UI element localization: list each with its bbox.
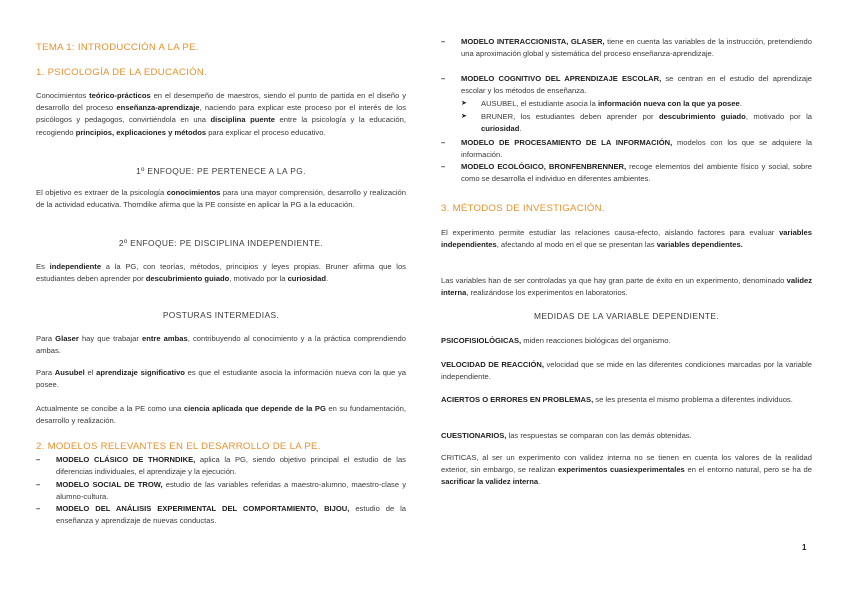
text-run: se centran en el estudio del aprendizaje escolar y los métodos de enseñanza. bbox=[461, 74, 813, 96]
bold-term: PSICOFISIOLÓGICAS, bbox=[441, 336, 522, 345]
bold-term: descubrimiento guiado bbox=[658, 112, 746, 121]
text-run: , motivado por la bbox=[745, 112, 812, 121]
text-run: El objetivo es extraer de la psicología bbox=[36, 188, 167, 197]
paragraph-glaser bbox=[36, 333, 406, 357]
dash-marker: – bbox=[441, 138, 446, 147]
text-run: . bbox=[739, 99, 742, 108]
bold-term: curiosidad bbox=[287, 274, 326, 284]
paragraph-enfoque-2 bbox=[36, 261, 406, 285]
text-run: hay que trabajar bbox=[78, 334, 142, 343]
list-item bbox=[441, 36, 812, 60]
bold-term: independiente bbox=[49, 262, 102, 271]
dash-marker: – bbox=[441, 74, 446, 83]
bold-term: MODELO SOCIAL DE TROW, bbox=[56, 480, 163, 489]
bold-term: Glaser bbox=[55, 334, 79, 343]
paragraph-criticas bbox=[441, 452, 812, 489]
bold-term: disciplina puente bbox=[210, 115, 275, 125]
dash-marker: – bbox=[36, 480, 41, 489]
text-run: Actualmente se concibe a la PE como una bbox=[36, 404, 184, 413]
medidas-heading: MEDIDAS DE LA VARIABLE DEPENDIENTE. bbox=[533, 311, 720, 321]
bold-term: variables independientes bbox=[441, 228, 812, 250]
modelo-bijou bbox=[56, 504, 406, 525]
text-run: Conocimientos bbox=[36, 91, 90, 100]
text-run: las respuestas se comparan con las demás obtenidas. bbox=[506, 431, 692, 440]
bold-term: ACIERTOS O ERRORES EN PROBLEMAS, bbox=[441, 395, 594, 404]
paragraph-experimento bbox=[441, 227, 812, 251]
bold-term: información nueva con la que ya posee bbox=[597, 99, 740, 108]
text-run: . bbox=[325, 274, 329, 284]
list-item bbox=[441, 161, 812, 185]
page-number: 1 bbox=[802, 543, 807, 552]
list-item bbox=[441, 73, 812, 97]
section-1-heading: 1. PSICOLOGÍA DE LA EDUCACIÓN. bbox=[36, 67, 208, 78]
bold-term: descubrimiento guiado bbox=[145, 274, 230, 284]
sub-bruner bbox=[481, 112, 812, 133]
dash-marker: – bbox=[441, 37, 446, 46]
section-2-heading: 2. MODELOS RELEVANTES EN EL DESARROLLO DE LA PE. bbox=[36, 441, 321, 452]
text-run: es que el estudiante asocia la información nueva con la que ya posee. bbox=[36, 368, 407, 390]
text-run: . bbox=[519, 124, 522, 134]
text-run: velocidad que se mide en las diferentes condiciones marcadas por la variable independiente. bbox=[441, 360, 812, 382]
text-run: el bbox=[84, 368, 97, 377]
text-run: recoge elementos del ambiente físico y social, sobre como se desarrolla el individuo en diferentes ambientes. bbox=[461, 162, 812, 184]
sub-ausubel bbox=[481, 99, 742, 108]
document-title: TEMA 1: INTRODUCCIÓN A LA PE. bbox=[36, 42, 199, 53]
bold-term: MODELO CLÁSICO DE THORNDIKE, bbox=[56, 455, 196, 464]
paragraph-psicofisiologicas bbox=[441, 335, 812, 347]
text-run: Es bbox=[36, 262, 50, 271]
paragraph-ciencia-aplicada bbox=[36, 403, 406, 427]
bold-term: MODELO ECOLÓGICO, BRONFENBRENNER, bbox=[461, 162, 627, 171]
text-run: , realizándose los experimentos en laboratorios. bbox=[466, 288, 628, 298]
text-run: . bbox=[538, 477, 541, 487]
bold-term: VELOCIDAD DE REACCIÓN, bbox=[441, 360, 544, 369]
list-item bbox=[36, 479, 406, 503]
bold-term: principios, explicaciones y métodos bbox=[75, 127, 207, 137]
text-run: Para bbox=[36, 368, 55, 377]
list-item bbox=[36, 503, 406, 527]
text-run: CRITICAS, al ser un experimento con validez interna no se tienen en cuenta los valores de la realidad exterior, sin embargo, se realizan bbox=[441, 453, 812, 475]
text-run: Las variables han de ser controladas ya que hay gran parte de éxito en un experimento, denominado bbox=[441, 276, 787, 285]
bold-term: ciencia aplicada que depende de la PG bbox=[183, 404, 326, 413]
text-run: para explicar el proceso educativo. bbox=[206, 127, 326, 137]
modelo-procesamiento bbox=[461, 138, 812, 159]
bold-term: MODELO COGNITIVO DEL APRENDIZAJE ESCOLAR, bbox=[461, 74, 662, 83]
text-run: BRUNER, los estudiantes deben aprender por bbox=[481, 112, 659, 121]
bold-term: CUESTIONARIOS, bbox=[441, 431, 507, 440]
bold-term: validez interna bbox=[441, 276, 812, 298]
text-run: , naciendo para explicar este proceso por el interés de los psicólogos y pedagogos, convirtiéndola en una bbox=[36, 103, 406, 125]
text-run: modelos con los que se adquiere la información. bbox=[461, 138, 812, 160]
text-run: AUSUBEL, el estudiante asocia la bbox=[481, 99, 598, 108]
text-run: aplica la PG, siendo objetivo principal el estudio de las diferencias individuales, el aprendizaje y la ejecución. bbox=[56, 455, 406, 477]
arrow-bullet-icon: ➤ bbox=[461, 100, 467, 107]
text-run: en el desempeño de maestros, siendo el punto de partida en el diseño y desarrollo del proceso bbox=[36, 91, 406, 113]
dash-marker: – bbox=[441, 162, 446, 171]
text-run: en el entorno natural, pero se ha de bbox=[684, 465, 813, 475]
bold-term: MODELO DEL ANÁLISIS EXPERIMENTAL DEL COMPORTAMIENTO, BIJOU, bbox=[56, 504, 350, 513]
text-run: , afectando al modo en el que se presentan las bbox=[496, 240, 657, 250]
text-run: en su fundamentación, desarrollo y realización. bbox=[36, 404, 406, 426]
text-run: Para bbox=[36, 334, 56, 343]
text-run: para una mayor comprensión, desarrollo y realización de la actividad educativa. Thorndike afirma que la PE consiste en aplicar la PG a la educación. bbox=[36, 188, 407, 210]
paragraph-psicologia bbox=[36, 90, 406, 139]
bold-term: entre ambas bbox=[141, 334, 188, 343]
paragraph-ausubel bbox=[36, 367, 406, 391]
list-item bbox=[441, 137, 812, 161]
bold-term: aprendizaje significativo bbox=[96, 368, 185, 377]
paragraph-enfoque-1 bbox=[36, 187, 406, 211]
sub-list-item bbox=[441, 98, 812, 110]
text-run: se les presenta el mismo problema a diferentes individuos. bbox=[593, 395, 793, 404]
bold-term: enseñanza-aprendizaje bbox=[116, 103, 200, 113]
bold-term: MODELO DE PROCESAMIENTO DE LA INFORMACIÓN, bbox=[461, 138, 673, 147]
text-run: tiene en cuenta las variables de la instrucción, pretendiendo una aproximación global y sistemática del proceso enseñanza-aprendizaje. bbox=[461, 37, 812, 59]
modelo-ecologico bbox=[461, 162, 812, 183]
modelo-trow bbox=[56, 480, 406, 501]
text-run: entre la psicología y la educación, recogiendo bbox=[36, 115, 406, 137]
text-run: , contribuyendo al conocimiento y a la práctica comprendiendo ambas. bbox=[36, 334, 406, 356]
bold-term: teórico-prácticos bbox=[89, 91, 151, 100]
bold-term: MODELO INTERACCIONISTA, GLASER, bbox=[461, 37, 605, 46]
enfoque-1-heading: 1º ENFOQUE: PE PERTENECE A LA PG. bbox=[136, 166, 306, 176]
dash-marker: – bbox=[36, 455, 41, 464]
modelo-glaser bbox=[461, 37, 812, 58]
text-run: a la PG, con teorías, métodos, principios y leyes propias. Bruner afirma que los estudiantes deben aprender por bbox=[36, 262, 406, 284]
posturas-heading: POSTURAS INTERMEDIAS. bbox=[162, 310, 280, 320]
text-run: estudio de las variables referidas a maestro-alumno, maestro-clase y alumno-cultura. bbox=[56, 480, 406, 502]
text-run: El experimento permite estudiar las relaciones causa-efecto, aislando factores para evaluar bbox=[441, 228, 780, 237]
text-run: , motivado por la bbox=[229, 274, 288, 284]
paragraph-validez-interna bbox=[441, 275, 812, 299]
paragraph-aciertos-errores bbox=[441, 394, 812, 406]
text-run: miden reacciones biológicas del organismo. bbox=[521, 336, 671, 345]
paragraph-velocidad-reaccion bbox=[441, 359, 812, 383]
bold-term: sacrificar la validez interna bbox=[441, 477, 539, 487]
text-run: estudio de la enseñanza y aprendizaje de nuevas conductas. bbox=[56, 504, 406, 526]
bold-term: variables dependientes. bbox=[656, 240, 743, 250]
list-item bbox=[36, 454, 406, 478]
dash-marker: – bbox=[36, 504, 41, 513]
arrow-bullet-icon: ➤ bbox=[461, 113, 467, 120]
bold-term: curiosidad bbox=[481, 124, 520, 134]
modelo-thorndike bbox=[56, 455, 406, 476]
bold-term: conocimientos bbox=[166, 188, 221, 197]
modelo-cognitivo bbox=[461, 74, 812, 95]
paragraph-cuestionarios bbox=[441, 430, 812, 442]
sub-list-item bbox=[441, 111, 812, 135]
enfoque-2-heading: 2º ENFOQUE: PE DISCIPLINA INDEPENDIENTE. bbox=[118, 238, 324, 248]
bold-term: experimentos cuasiexperimentales bbox=[557, 465, 685, 475]
section-3-heading: 3. MÉTODOS DE INVESTIGACIÓN. bbox=[441, 203, 605, 214]
bold-term: Ausubel bbox=[54, 368, 85, 377]
